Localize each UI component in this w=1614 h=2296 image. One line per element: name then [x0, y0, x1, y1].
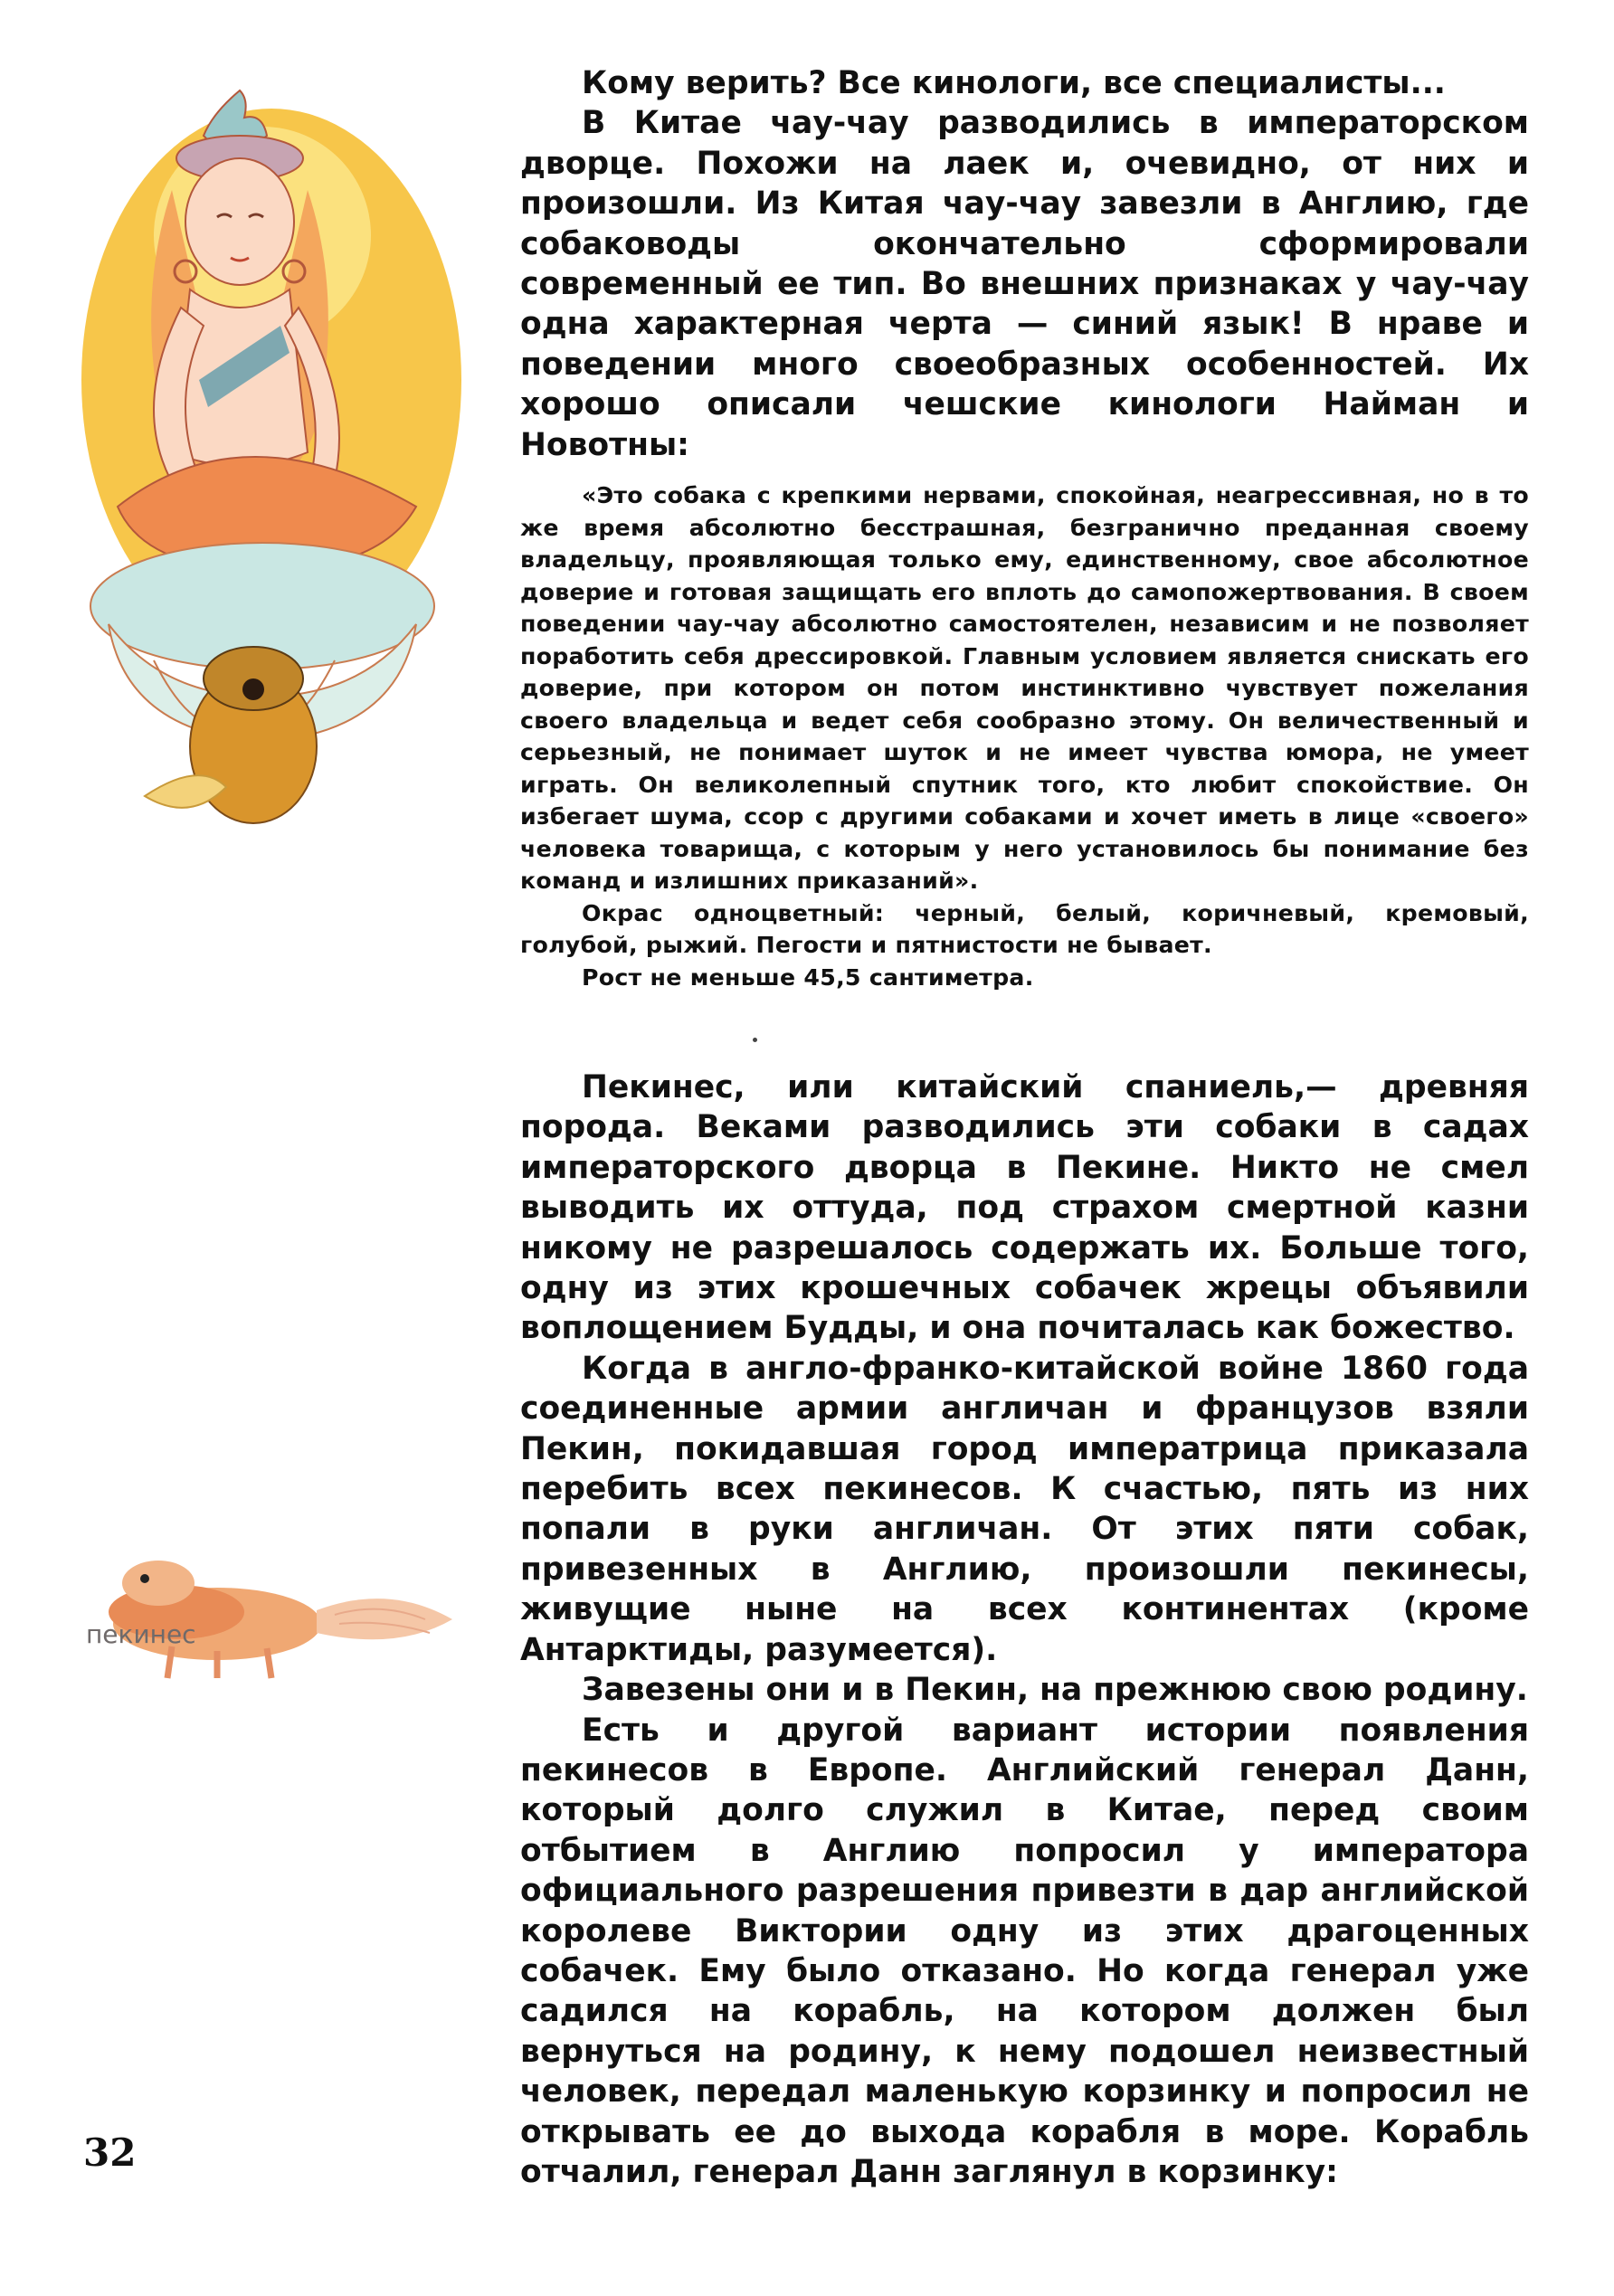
- pekingese-caption: пекинес: [86, 1619, 196, 1649]
- top-text-block: [520, 63, 1529, 465]
- pekingese-icon: [81, 1529, 479, 1692]
- quote-paragraph: «Это собака с крепкими нервами, спокойная, неагрессивная, но в то же время абсолютно бесстрашная, безгранично преданная своему владельцу, проявляющая только ему, единственному, свое абсолютное доверие и готовая защищать его вплоть до самопожертвования. В своем поведении чау-чау абсолютно самостоятелен, независим и не позволяет поработить себя дрессировкой. Главным условием является снискать его доверие, при котором он потом инстинктивно чувствует пожелания своего владельца и ведет себя сообразно этому. Он величественный и серьезный, не понимает шуток и не имеет чувства юмора, не умеет играть. Он великолепный спутник того, кто любит спокойствие. Он избегает шума, ссор с другими собаками и хочет иметь в лице «своего» человека товарища, с которым у него установилось бы понимание без команд и излишних приказаний».: [520, 482, 1529, 894]
- height-paragraph: Рост не меньше 45,5 сантиметра.: [582, 963, 1034, 991]
- color-paragraph: Окрас одноцветный: черный, белый, коричневый, кремовый, голубой, рыжий. Пегости и пятнистости не бывает.: [520, 899, 1529, 958]
- paragraph-pekingese-2: Когда в англо-франко-китайской войне 1860 года соединенные армии англичан и французов взяли Пекин, покидавшая город императрица приказала перебить всех пекинесов. К счастью, пять из них попали в руки англичан. От этих пяти собак, привезенных в Англию, произошли пекинесы, живущие ныне на всех континентах (кроме Антарктиды, разумеется).: [520, 1350, 1529, 1668]
- paragraph-pekingese-1: Пекинес, или китайский спаниель,— древняя порода. Веками разводились эти собаки в садах императорского дворца в Пекине. Никто не смел выводить их оттуда, под страхом смертной казни никому не разрешалось содержать их. Больше того, одну из этих крошечных собачек жрецы объявили воплощением Будды, и она почиталась как божество.: [520, 1069, 1529, 1347]
- bottom-text-block: [520, 1067, 1529, 2192]
- paragraph-pekingese-4: Есть и другой вариант истории появления пекинесов в Европе. Английский генерал Данн, который долго служил в Китае, перед своим отбытием в Англию попросил у императора официального разрешения привезти в дар английской королеве Виктории одну из этих драгоценных собачек. Ему было отказано. Но когда генерал уже садился на корабль, на котором должен был вернуться на родину, к нему подошел неизвестный человек, передал маленькую корзинку и попросил не открывать ее до выхода корабля в море. Корабль отчалил, генерал Данн заглянул в корзинку:: [520, 1712, 1529, 2190]
- paragraph-1: Кому верить? Все кинологи, все специалисты...: [582, 65, 1446, 101]
- stray-dot: [753, 1038, 757, 1042]
- buddha-figure-icon: [63, 81, 489, 841]
- pekingese-illustration: [81, 1529, 479, 1692]
- paragraph-pekingese-3: Завезены они и в Пекин, на прежнюю свою родину.: [582, 1672, 1528, 1709]
- buddha-illustration: [63, 81, 489, 841]
- page-number: 32: [83, 2130, 137, 2175]
- quote-block: [520, 479, 1529, 993]
- paragraph-2: В Китае чау-чау разводились в императорском дворце. Похожи на лаек и, очевидно, от них и произошли. Из Китая чау-чау завезли в Англию, где собаководы окончательно сформировали современный ее тип. Во внешних признаках у чау-чау одна характерная черта — синий язык! В нраве и поведении много своеобразных особенностей. Их хорошо описали чешские кинологи Найман и Новотны:: [520, 105, 1529, 463]
